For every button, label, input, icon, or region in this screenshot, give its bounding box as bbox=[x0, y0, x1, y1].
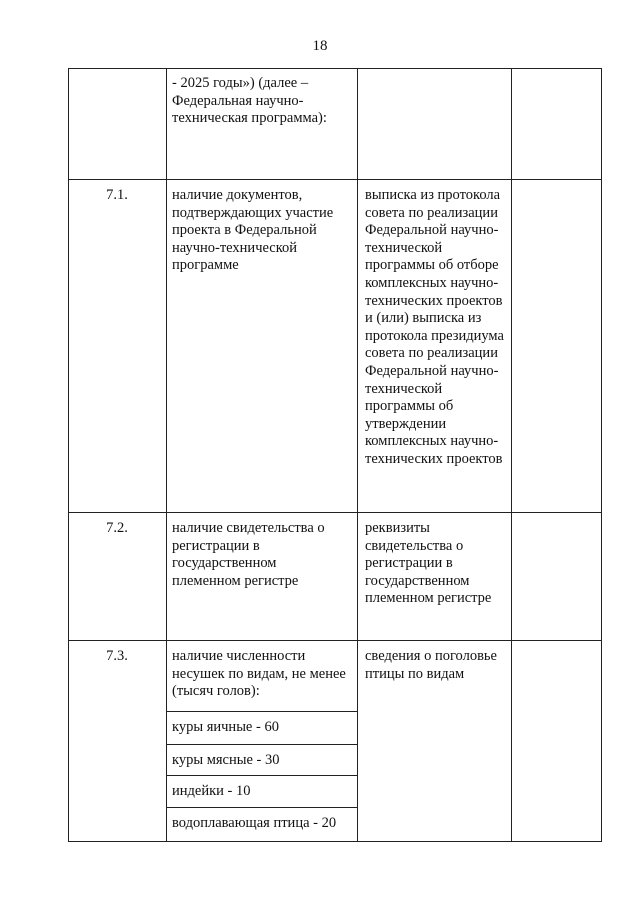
subitem-waterfowl: водоплавающая птица - 20 bbox=[172, 815, 337, 831]
column-divider bbox=[166, 69, 167, 841]
subitem-divider bbox=[166, 775, 358, 776]
row-divider bbox=[69, 179, 601, 180]
row-7-3-criterion: наличие численности несушек по видам, не менее (тысяч голов): bbox=[172, 648, 346, 700]
row-7-3-source: сведения о поголовье птицы по видам bbox=[365, 648, 497, 682]
criteria-table bbox=[68, 68, 602, 842]
row-divider bbox=[69, 512, 601, 513]
subitem-divider bbox=[166, 807, 358, 808]
page-number: 18 bbox=[312, 38, 328, 54]
subitem-meat-chickens: куры мясные - 30 bbox=[172, 752, 280, 768]
column-divider bbox=[357, 69, 358, 841]
row-7-1-number: 7.1. bbox=[106, 187, 128, 203]
row-7-1-source: выписка из протокола совета по реализации Федеральной научно- технической программы об отборе комплексных научно- технических проектов и (или) выписка из протокола президиума совета по реализации Федеральной научно- технической программы об утверждении комплексных научно- технических проектов bbox=[365, 187, 504, 467]
row-0-criterion: - 2025 годы») (далее – Федеральная научно- техническая программа): bbox=[172, 75, 327, 127]
row-7-1-criterion: наличие документов, подтверждающих участие проекта в Федеральной научно-технической программе bbox=[172, 187, 334, 274]
row-7-3-number: 7.3. bbox=[106, 648, 128, 664]
column-divider bbox=[511, 69, 512, 841]
subitem-divider bbox=[166, 744, 358, 745]
subitem-turkeys: индейки - 10 bbox=[172, 783, 251, 799]
row-7-2-number: 7.2. bbox=[106, 520, 128, 536]
row-divider bbox=[69, 640, 601, 641]
subitem-divider bbox=[166, 711, 358, 712]
subitem-laying-hens: куры яичные - 60 bbox=[172, 719, 279, 735]
row-7-2-source: реквизиты свидетельства о регистрации в государственном племенном регистре bbox=[365, 520, 492, 607]
row-7-2-criterion: наличие свидетельства о регистрации в государственном племенном регистре bbox=[172, 520, 325, 589]
